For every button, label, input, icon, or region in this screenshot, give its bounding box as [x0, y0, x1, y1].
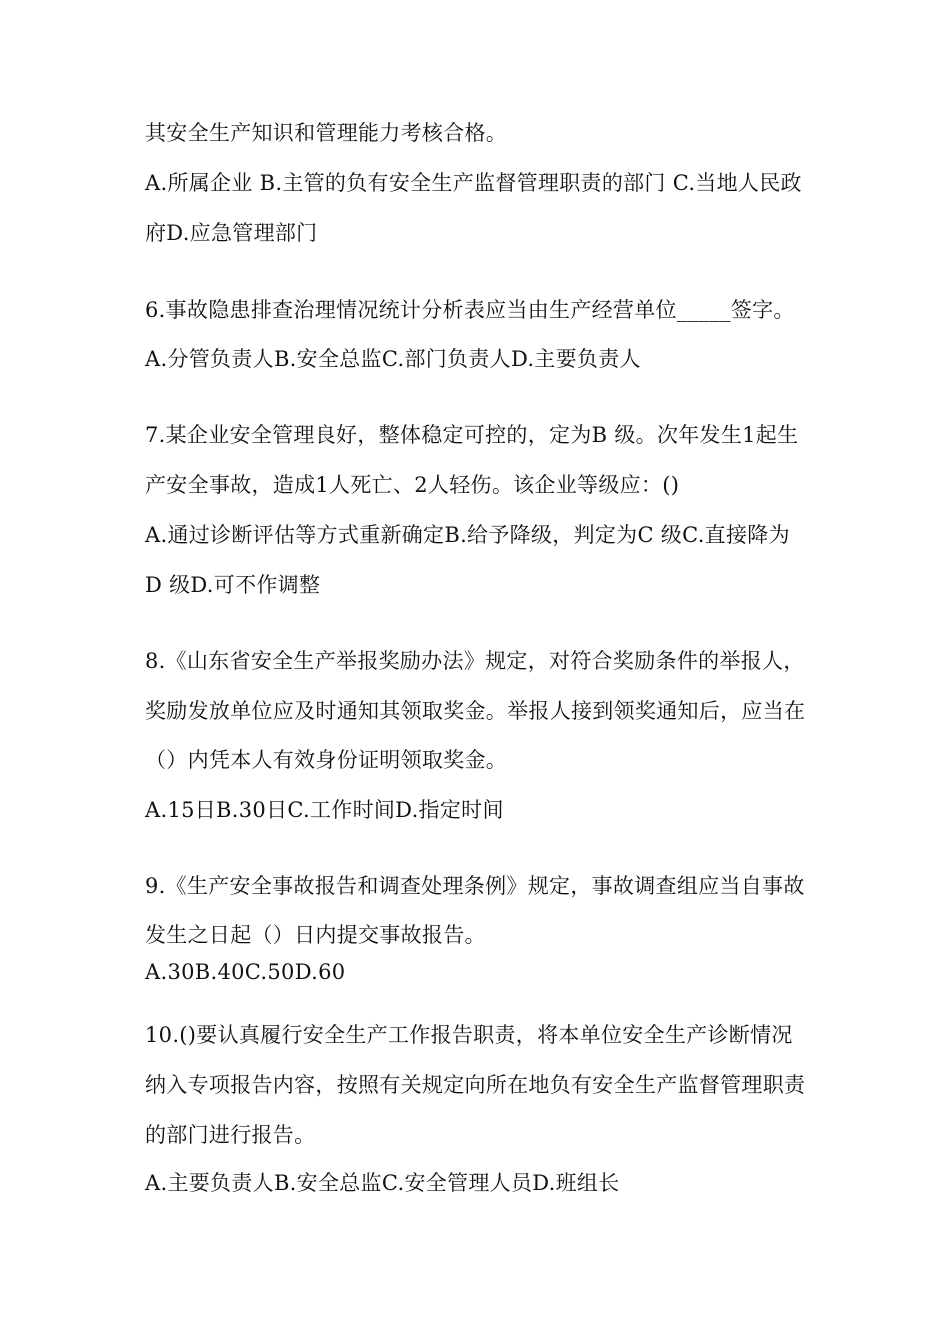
question-7: 7.某企业安全管理良好，整体稳定可控的，定为B 级。次年发生1起生: [145, 423, 799, 447]
text-line: 发生之日起（）日内提交事故报告。: [145, 923, 486, 947]
options-line: A.15日B.30日C.工作时间D.指定时间: [145, 798, 504, 822]
question-10: 10.()要认真履行安全生产工作报告职责，将本单位安全生产诊断情况: [145, 1023, 793, 1047]
text-line: 纳入专项报告内容，按照有关规定向所在地负有安全生产监督管理职责: [145, 1073, 806, 1097]
text-line: 产安全事故，造成1人死亡、2人轻伤。该企业等级应：(): [145, 473, 680, 497]
question-9: 9.《生产安全事故报告和调查处理条例》规定，事故调查组应当自事故: [145, 874, 805, 898]
text-line: 的部门进行报告。: [145, 1123, 316, 1147]
text-line: 其安全生产知识和管理能力考核合格。: [145, 121, 508, 145]
text-line: A.所属企业 B.主管的负有安全生产监督管理职责的部门 C.当地人民政: [145, 171, 802, 195]
options-line: A.分管负责人B.安全总监C.部门负责人D.主要负责人: [145, 347, 641, 371]
text-line: 府D.应急管理部门: [145, 221, 318, 245]
options-line: A.30B.40C.50D.60: [145, 960, 346, 984]
text-line: 奖励发放单位应及时通知其领取奖金。举报人接到领奖通知后，应当在: [145, 699, 806, 723]
question-6: 6.事故隐患排查治理情况统计分析表应当由生产经营单位_____签字。: [145, 298, 795, 322]
options-line: A.通过诊断评估等方式重新确定B.给予降级，判定为C 级C.直接降为: [145, 523, 790, 547]
question-8: 8.《山东省安全生产举报奖励办法》规定，对符合奖励条件的举报人，: [145, 649, 805, 673]
text-line: D 级D.可不作调整: [145, 573, 321, 597]
text-line: （）内凭本人有效身份证明领取奖金。: [145, 748, 508, 772]
options-line: A.主要负责人B.安全总监C.安全管理人员D.班组长: [145, 1171, 620, 1195]
